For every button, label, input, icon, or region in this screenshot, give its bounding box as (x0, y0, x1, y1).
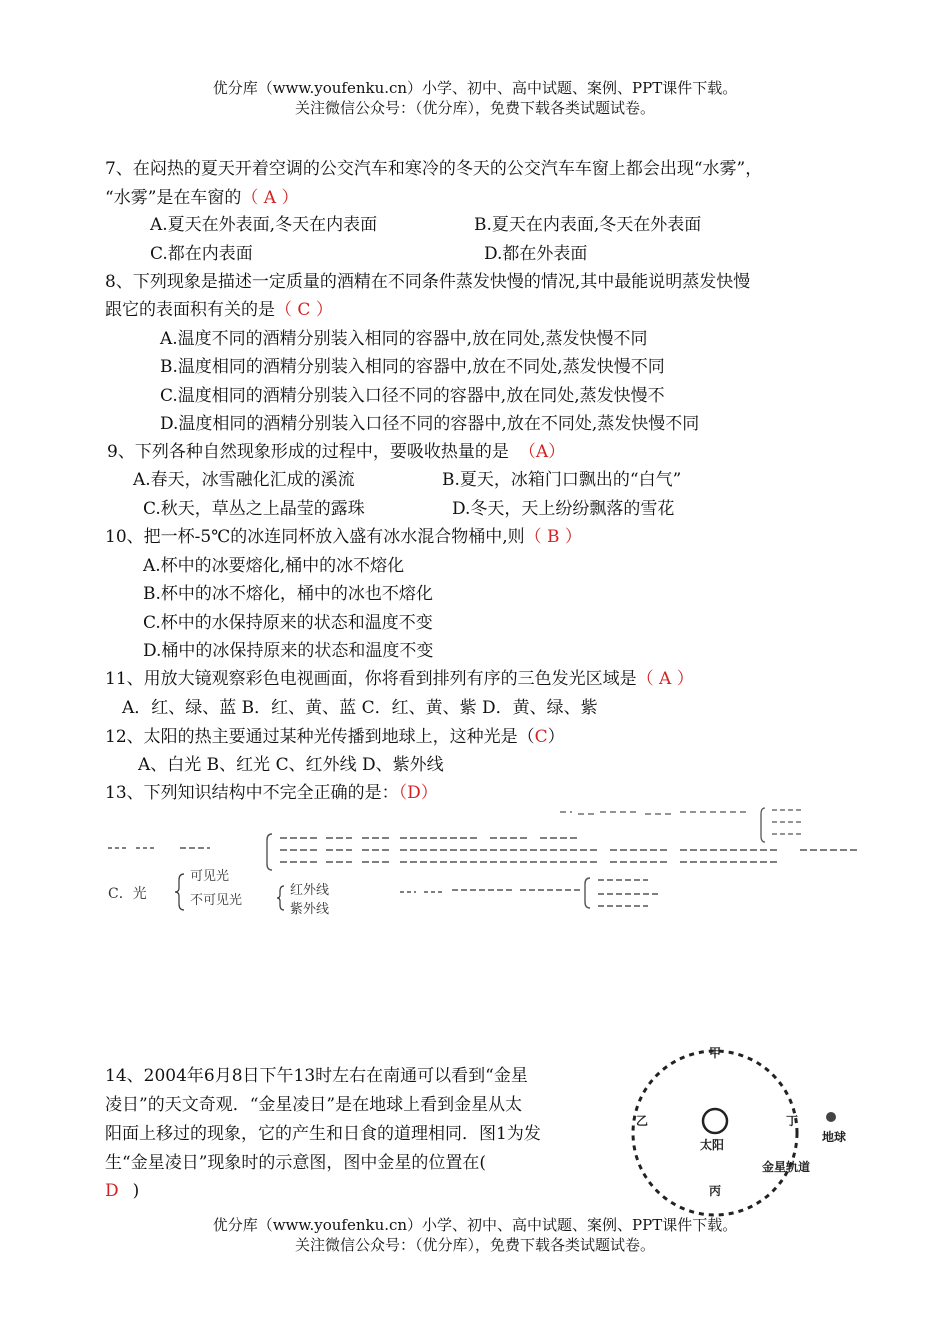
sun-label: 太阳 (700, 1138, 725, 1152)
q9-option-b: B.夏天，冰箱门口飘出的“白气” (442, 470, 682, 490)
q9-option-a: A.春天，冰雪融化汇成的溪流 (133, 470, 355, 490)
q9-answer: （A） (518, 442, 566, 462)
q14-line-5 (105, 1179, 139, 1203)
header-line-2: 关注微信公众号：（优分库），免费下载各类试题试卷。 (294, 99, 655, 117)
footer-line-2: 关注微信公众号：（优分库），免费下载各类试题试卷。 (294, 1236, 655, 1254)
q8-option-c: C.温度相同的酒精分别装入口径不同的容器中,放在同处,蒸发快慢不 (160, 386, 665, 406)
q11-stem (105, 667, 694, 691)
figure-c-structure (108, 868, 329, 917)
position-yi: 乙 (636, 1114, 649, 1128)
q7-option-d: D.都在外表面 (484, 244, 588, 264)
q14-close-paren: ) (132, 1181, 140, 1201)
figure-c-infrared: 红外线 (290, 883, 330, 898)
q10-stem-text: 10、把一杯-5℃的冰连同杯放入盛有冰水混合物桶中,则 (105, 527, 525, 547)
q13-answer: （D） (398, 783, 438, 803)
q9-stem (107, 440, 565, 464)
venus-transit-figure (620, 1046, 860, 1205)
q8-option-a: A.温度不同的酒精分别装入相同的容器中,放在同处,蒸发快慢不同 (160, 329, 648, 349)
q7-option-c: C.都在内表面 (150, 244, 253, 264)
q12-stem: 12、太阳的热主要通过某种光传播到地球上，这种光是（C） (105, 727, 565, 747)
q8-option-d: D.温度相同的酒精分别装入口径不同的容器中,放在不同处,蒸发快慢不同 (160, 414, 700, 434)
q9-option-d: D.冬天，天上纷纷飘落的雪花 (452, 499, 675, 519)
q11-stem-text: 11、用放大镜观察彩色电视画面，你将看到排列有序的三色发光区域是 (105, 669, 637, 689)
q14-line-3: 阳面上移过的现象，它的产生和日食的道理相同．图1为发 (105, 1124, 541, 1144)
figure-b-fragment (108, 834, 860, 870)
footer-line-1: 优分库（www.youfenku.cn）小学、初中、高中试题、案例、PPT课件下载。 (212, 1216, 738, 1234)
figure-c-visible-light: 可见光 (190, 869, 230, 884)
q13-knowledge-figure (100, 800, 870, 920)
q10-option-c: C.杯中的水保持原来的状态和温度不变 (143, 613, 433, 633)
q8-answer: （ C ） (275, 300, 333, 320)
figure-a-fragment (560, 808, 802, 842)
q10-answer: （ B ） (524, 527, 582, 547)
q11-answer: （ A ） (636, 669, 694, 689)
figure-c-label: C．光 (108, 886, 147, 902)
figure-c-ultraviolet: 紫外线 (290, 902, 330, 917)
q14-line-4: 生“金星凌日”现象时的示意图，图中金星的位置在( (105, 1153, 487, 1173)
header-line-1: 优分库（www.youfenku.cn）小学、初中、高中试题、案例、PPT课件下载。 (212, 79, 738, 97)
position-bing: 丙 (709, 1184, 722, 1198)
q8-stem-line-1: 8、下列现象是描述一定质量的酒精在不同条件蒸发快慢的情况,其中最能说明蒸发快慢 (105, 272, 751, 292)
q7-stem-text: “水雾”是在车窗的 (105, 188, 242, 208)
q10-option-a: A.杯中的冰要熔化,桶中的冰不熔化 (143, 556, 405, 576)
q7-stem-line-2 (105, 186, 298, 210)
q14-answer: D (105, 1181, 119, 1201)
position-jia: 甲 (709, 1046, 722, 1060)
q10-stem (105, 525, 582, 549)
q13-stem-text: 13、下列知识结构中不完全正确的是： (105, 783, 399, 803)
q7-answer: （ A ） (241, 188, 299, 208)
q8-option-b: B.温度相同的酒精分别装入相同的容器中,放在不同处,蒸发快慢不同 (160, 357, 665, 377)
q11-options: A．红、绿、蓝 B．红、黄、蓝 C．红、黄、紫 D．黄、绿、紫 (122, 698, 598, 718)
q7-option-b: B.夏天在内表面,冬天在外表面 (474, 215, 702, 235)
figure-c-invisible-light: 不可见光 (190, 893, 243, 908)
q14-line-1: 14、2004年6月8日下午13时左右在南通可以看到“金星 (105, 1066, 528, 1086)
figure-d-fragment (400, 878, 658, 908)
q8-stem-text: 跟它的表面积有关的是 (105, 300, 275, 320)
venus-orbit-label: 金星轨道 (762, 1160, 811, 1174)
q10-option-b: B.杯中的冰不熔化，桶中的冰也不熔化 (143, 584, 433, 604)
q9-stem-text: 9、下列各种自然现象形成的过程中，要吸收热量的是 (107, 442, 509, 462)
position-ding: 丁 (786, 1114, 799, 1128)
q10-option-d: D.桶中的冰保持原来的状态和温度不变 (143, 641, 434, 661)
q7-stem-line-1: 7、在闷热的夏天开着空调的公交汽车和寒冷的冬天的公交汽车车窗上都会出现“水雾”， (105, 159, 763, 179)
q12-answer: C (534, 727, 548, 747)
earth-label: 地球 (822, 1130, 847, 1144)
q7-option-a: A.夏天在外表面,冬天在内表面 (150, 215, 378, 235)
q12-options: A、白光 B、红光 C、红外线 D、紫外线 (138, 755, 444, 775)
q14-line-2: 凌日”的天文奇观．“金星凌日”是在地球上看到金星从太 (105, 1095, 523, 1115)
sun-circle (703, 1109, 727, 1133)
q12-stem-text: 12、太阳的热主要通过某种光传播到地球上，这种光是 (105, 727, 518, 747)
q8-stem-line-2 (105, 298, 333, 322)
earth-icon (826, 1112, 836, 1122)
q9-option-c: C.秋天，草丛之上晶莹的露珠 (143, 499, 365, 519)
